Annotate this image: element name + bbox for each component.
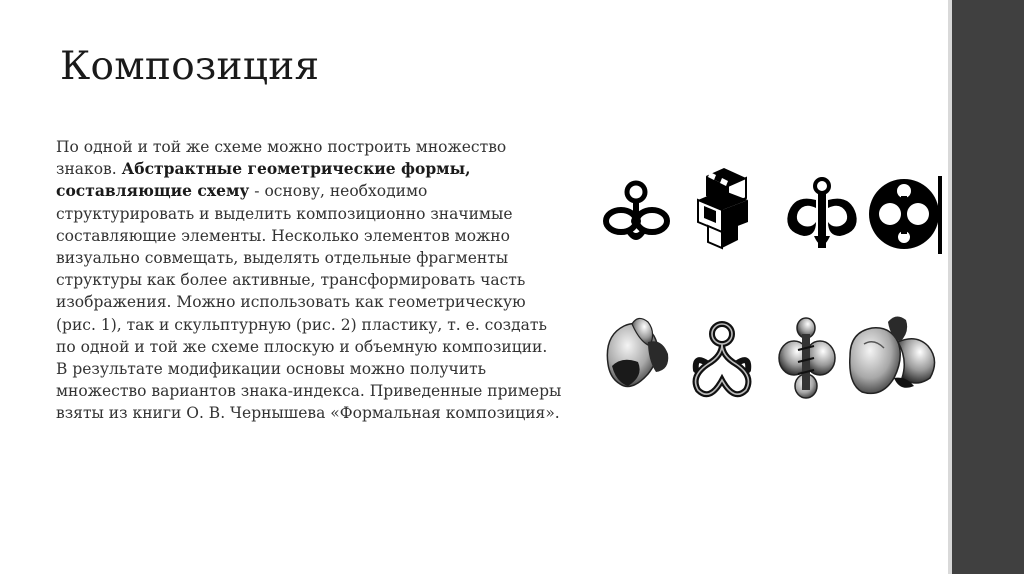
flat-sign-lobes — [787, 179, 856, 248]
paragraph-part-2: - основу, необходимо структурировать и выделить композиционно значимые составляющие элементы. Несколько элементов можно визуально совмещать, выделять отдельные фрагменты структуры как более активные, трансформировать часть изображения. Можно использовать как геометрическую (рис. 1), так и скульптурную (рис. 2) пластику, т. е. создать по одной и той же схеме плоскую и объемную композиции. В результате модификации основы можно получить множество вариантов знака-индекса. Приведенные примеры взяты из книги О. В. Чернышева «Формальная композиция». — [56, 182, 562, 423]
sculpt-sign-shell — [850, 316, 935, 393]
flat-sign-trefoil — [606, 183, 667, 240]
sculpt-sign-petals — [607, 318, 668, 386]
sculpt-sign-knot — [696, 324, 749, 394]
paragraph-bold-phrase: Абстрактные геометрические формы, составляющие схему — [56, 159, 471, 201]
body-paragraph — [56, 136, 562, 425]
flat-sign-cubes — [698, 168, 748, 248]
signs-figure — [598, 166, 944, 416]
right-side-bar — [952, 0, 1024, 574]
sculpt-sign-figure — [779, 318, 835, 398]
flat-sign-circle — [869, 176, 942, 254]
slide-title: Композиция — [60, 44, 320, 89]
paragraph-part-1: По одной и той же схеме можно построить множество знаков. — [56, 138, 507, 179]
